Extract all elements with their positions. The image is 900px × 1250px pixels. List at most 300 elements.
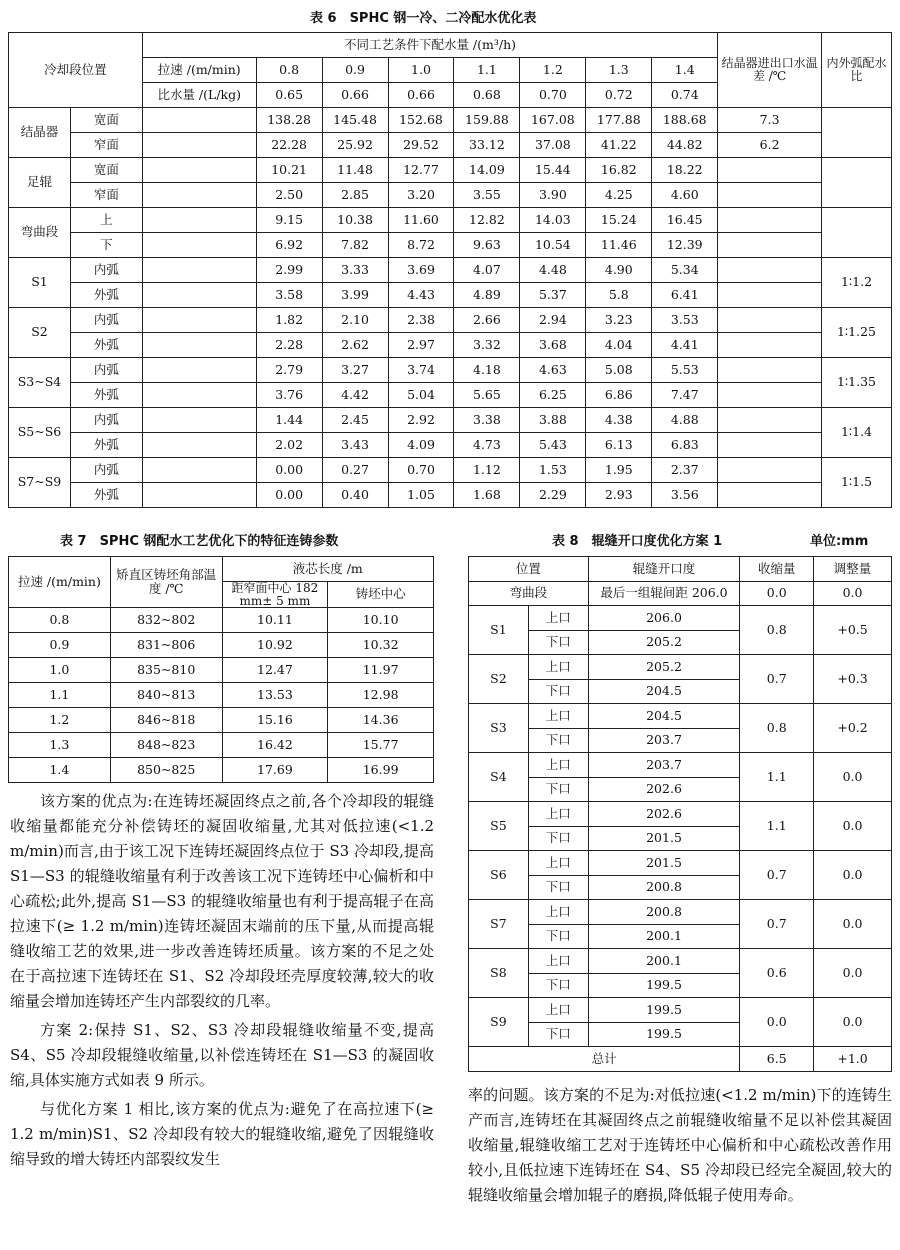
table-cell: 832~802	[110, 608, 222, 633]
table-cell	[142, 258, 256, 283]
table-cell: 12.77	[388, 158, 454, 183]
table-row	[9, 633, 434, 658]
row-subheader: 上口	[528, 998, 588, 1023]
row-subheader: 上口	[528, 753, 588, 778]
table-cell: 3.58	[256, 283, 322, 308]
table-cell: 159.88	[454, 108, 520, 133]
table-cell: 177.88	[586, 108, 652, 133]
table-cell: 2.94	[520, 308, 586, 333]
table-row	[9, 608, 434, 633]
table-cell: 2.79	[256, 358, 322, 383]
table-cell: 14.09	[454, 158, 520, 183]
table-cell: 3.53	[652, 308, 718, 333]
table-cell: 0.6	[740, 949, 814, 998]
table-cell: 848~823	[110, 733, 222, 758]
table-cell: 5.37	[520, 283, 586, 308]
table-row	[469, 655, 892, 680]
table-row	[9, 383, 892, 408]
row-subheader: 下口	[528, 924, 588, 949]
table-cell: 11.46	[586, 233, 652, 258]
table-cell: 17.69	[222, 758, 328, 783]
table-cell: 202.6	[588, 777, 740, 802]
table-cell: 10.10	[328, 608, 434, 633]
table-cell: 5.04	[388, 383, 454, 408]
row-subheader: 内弧	[70, 308, 142, 333]
row-header: 拉速 /(m/min)	[142, 58, 256, 83]
table-cell	[142, 183, 256, 208]
table-cell: 0.00	[256, 458, 322, 483]
table-cell	[142, 308, 256, 333]
table-cell: 1.05	[388, 483, 454, 508]
paragraph: 该方案的优点为:在连铸坯凝固终点之前,各个冷却段的辊缝收缩量都能充分补偿铸坯的凝固收缩量,尤其对低拉速(<1.2 m/min)而言,由于该工况下连铸坯凝固终点位于 S3 冷却段,提高 S1—S3 的辊缝收缩量有利于改善该工况下连铸坯中心偏析和中心疏松;此外,提高 S1—S3 的辊缝收缩量也有利于提高辊子在高拉速下(≥ 1.2 m/min)连铸坯凝固末端前的压下量,从而提高辊缝收缩工艺的效果,进一步改善连铸坯质量。该方案的不足之处在于高拉速下连铸坯在 S1、S2 冷却段坯壳厚度较薄,较大的收缩量会增加连铸坯产生内部裂纹的几率。	[10, 792, 434, 1010]
table-cell	[718, 158, 822, 183]
row-subheader: 下口	[528, 826, 588, 851]
table-cell: 5.53	[652, 358, 718, 383]
table-cell	[718, 283, 822, 308]
table-cell: 11.60	[388, 208, 454, 233]
table-cell: 5.8	[586, 283, 652, 308]
row-subheader: 下口	[528, 973, 588, 998]
table-cell	[718, 308, 822, 333]
table-cell	[718, 183, 822, 208]
table-cell: 0.0	[814, 753, 892, 802]
table-cell: 16.99	[328, 758, 434, 783]
row-header: S3	[469, 704, 529, 753]
row-subheader: 上	[70, 208, 142, 233]
table-row	[9, 483, 892, 508]
row-subheader: 上口	[528, 949, 588, 974]
row-subheader: 下口	[528, 679, 588, 704]
table-cell	[142, 283, 256, 308]
row-subheader: 外弧	[70, 433, 142, 458]
table-cell: 0.74	[652, 83, 718, 108]
table-cell: 4.90	[586, 258, 652, 283]
table-cell: 200.8	[588, 875, 740, 900]
table-cell: 4.43	[388, 283, 454, 308]
table-cell: 12.39	[652, 233, 718, 258]
table-cell: 199.5	[588, 998, 740, 1023]
table-cell: 8.72	[388, 233, 454, 258]
table-cell: 199.5	[588, 1022, 740, 1047]
table-cell: 2.28	[256, 333, 322, 358]
table-cell: 3.38	[454, 408, 520, 433]
table-cell: 4.60	[652, 183, 718, 208]
table-cell: 0.9	[322, 58, 388, 83]
table6	[8, 32, 892, 508]
row-subheader: 外弧	[70, 333, 142, 358]
table-row	[469, 998, 892, 1023]
table-cell: 1.4	[652, 58, 718, 83]
table-cell: 203.7	[588, 753, 740, 778]
row-header: S7~S9	[9, 458, 71, 508]
table-cell: 201.5	[588, 851, 740, 876]
table-cell: 5.65	[454, 383, 520, 408]
table-cell: 4.25	[586, 183, 652, 208]
table8-body	[469, 557, 892, 1072]
table-cell: 12.82	[454, 208, 520, 233]
table-row	[469, 949, 892, 974]
table-cell: 7.47	[652, 383, 718, 408]
table-cell: 14.03	[520, 208, 586, 233]
row-header: S3~S4	[9, 358, 71, 408]
table-row	[9, 758, 434, 783]
table-cell: 1.53	[520, 458, 586, 483]
table-cell: 204.5	[588, 704, 740, 729]
table-cell: 0.0	[740, 581, 814, 606]
row-header: S4	[469, 753, 529, 802]
table-cell	[142, 433, 256, 458]
table-cell: 5.34	[652, 258, 718, 283]
table-row	[9, 283, 892, 308]
table-cell: 2.10	[322, 308, 388, 333]
table-cell: 12.47	[222, 658, 328, 683]
table6-body	[9, 33, 892, 508]
table-cell: 202.6	[588, 802, 740, 827]
table-cell: 0.8	[256, 58, 322, 83]
table-cell: 0.0	[740, 998, 814, 1047]
column-header: 不同工艺条件下配水量 /(m³/h)	[142, 33, 717, 58]
row-header: S6	[469, 851, 529, 900]
table-cell: 4.89	[454, 283, 520, 308]
row-subheader: 上口	[528, 704, 588, 729]
table-cell: 3.27	[322, 358, 388, 383]
table-cell: 846~818	[110, 708, 222, 733]
table-cell: 3.32	[454, 333, 520, 358]
table-row	[9, 233, 892, 258]
table-cell: 15.77	[328, 733, 434, 758]
table-row	[469, 704, 892, 729]
table6-caption: 表 6 SPHC 钢一冷、二冷配水优化表	[310, 11, 537, 26]
table-cell: 2.66	[454, 308, 520, 333]
table-row	[9, 258, 892, 283]
table-cell: 4.38	[586, 408, 652, 433]
table-cell	[142, 483, 256, 508]
table-row	[469, 581, 892, 606]
table-row	[9, 108, 892, 133]
table-cell: 2.92	[388, 408, 454, 433]
total-label: 总计	[469, 1047, 740, 1072]
table-cell: 6.86	[586, 383, 652, 408]
table-cell: 10.32	[328, 633, 434, 658]
table-cell: 3.69	[388, 258, 454, 283]
table-row	[469, 1047, 892, 1072]
table-cell: 2.93	[586, 483, 652, 508]
table-cell	[718, 458, 822, 483]
table-cell: 201.5	[588, 826, 740, 851]
row-header: S1	[469, 606, 529, 655]
table-cell: 0.9	[9, 633, 111, 658]
column-header: 距窄面中心 182 mm± 5 mm	[222, 582, 328, 608]
table-cell: 1.68	[454, 483, 520, 508]
table-cell: 44.82	[652, 133, 718, 158]
table-cell: 206.0	[588, 606, 740, 631]
table-cell: 1.1	[740, 802, 814, 851]
table-cell: 6.92	[256, 233, 322, 258]
row-subheader: 宽面	[70, 158, 142, 183]
row-subheader: 下口	[528, 1022, 588, 1047]
column-header: 拉速 /(m/min)	[9, 557, 111, 608]
table-cell: 0.0	[814, 998, 892, 1047]
table-row	[9, 683, 434, 708]
table-cell: 1.3	[9, 733, 111, 758]
table-cell: 0.8	[9, 608, 111, 633]
table-row	[9, 308, 892, 333]
row-subheader: 外弧	[70, 383, 142, 408]
row-subheader: 下口	[528, 777, 588, 802]
table-cell: 1.82	[256, 308, 322, 333]
table8	[468, 556, 892, 1072]
table-cell: 7.82	[322, 233, 388, 258]
table7	[8, 556, 434, 783]
table-cell: 22.28	[256, 133, 322, 158]
table-cell: 205.2	[588, 655, 740, 680]
table-cell: 1.3	[586, 58, 652, 83]
table-cell	[718, 333, 822, 358]
table-cell: 204.5	[588, 679, 740, 704]
table-cell	[142, 233, 256, 258]
table-cell: 0.68	[454, 83, 520, 108]
row-header: S8	[469, 949, 529, 998]
table-cell: 15.44	[520, 158, 586, 183]
table-cell: 3.76	[256, 383, 322, 408]
table-cell: 6.5	[740, 1047, 814, 1072]
table-cell: 15.16	[222, 708, 328, 733]
table-cell: 145.48	[322, 108, 388, 133]
row-subheader: 窄面	[70, 133, 142, 158]
table-cell: 4.42	[322, 383, 388, 408]
table-cell: 10.38	[322, 208, 388, 233]
table-cell: 4.73	[454, 433, 520, 458]
table-cell: 0.0	[814, 802, 892, 851]
table-cell	[718, 233, 822, 258]
row-subheader: 外弧	[70, 283, 142, 308]
table-cell: 16.82	[586, 158, 652, 183]
table-cell	[142, 158, 256, 183]
table-cell: 0.7	[740, 655, 814, 704]
table-cell: 0.0	[814, 851, 892, 900]
table-cell: 2.62	[322, 333, 388, 358]
column-header: 收缩量	[740, 557, 814, 582]
table-cell: 4.09	[388, 433, 454, 458]
table-cell	[821, 158, 891, 208]
table-cell: +0.5	[814, 606, 892, 655]
table-cell: 0.70	[520, 83, 586, 108]
table-cell: 1.1	[454, 58, 520, 83]
row-header: 比水量 /(L/kg)	[142, 83, 256, 108]
column-header: 冷却段位置	[9, 33, 143, 108]
row-subheader: 下口	[528, 875, 588, 900]
table-cell: 6.25	[520, 383, 586, 408]
table-cell: 200.1	[588, 949, 740, 974]
table-row	[9, 433, 892, 458]
table-cell	[142, 408, 256, 433]
table-cell: 1∶1.2	[821, 258, 891, 308]
table-cell: +1.0	[814, 1047, 892, 1072]
row-header: S7	[469, 900, 529, 949]
table-row	[9, 33, 892, 58]
table-row	[469, 753, 892, 778]
table-cell: 3.99	[322, 283, 388, 308]
row-subheader: 下口	[528, 728, 588, 753]
table-cell: 0.7	[740, 900, 814, 949]
table-cell: 4.41	[652, 333, 718, 358]
table-cell: 41.22	[586, 133, 652, 158]
table-cell: 199.5	[588, 973, 740, 998]
table-cell: 4.63	[520, 358, 586, 383]
table-cell: 3.56	[652, 483, 718, 508]
table-cell	[718, 433, 822, 458]
right-column-text	[468, 1083, 892, 1208]
table-cell: 1∶1.5	[821, 458, 891, 508]
table-cell	[718, 483, 822, 508]
table-cell: 1∶1.25	[821, 308, 891, 358]
table-cell: 138.28	[256, 108, 322, 133]
row-subheader: 内弧	[70, 458, 142, 483]
table-cell: 7.3	[718, 108, 822, 133]
table-row	[469, 851, 892, 876]
table-row	[9, 208, 892, 233]
table-cell: 200.1	[588, 924, 740, 949]
table-cell: 1.4	[9, 758, 111, 783]
table-cell	[821, 108, 891, 158]
table-cell: 9.63	[454, 233, 520, 258]
table-cell: 205.2	[588, 630, 740, 655]
table-cell: 3.23	[586, 308, 652, 333]
column-header: 内外弧配水比	[821, 33, 891, 108]
table-cell	[718, 383, 822, 408]
table-cell	[718, 258, 822, 283]
table-cell: 3.68	[520, 333, 586, 358]
table-cell: 1.1	[9, 683, 111, 708]
table-cell: 10.21	[256, 158, 322, 183]
table-row	[9, 408, 892, 433]
table-row	[9, 733, 434, 758]
table-cell	[142, 383, 256, 408]
table-cell	[821, 208, 891, 258]
row-subheader: 上口	[528, 606, 588, 631]
row-header: 弯曲段	[469, 581, 589, 606]
table-cell: 167.08	[520, 108, 586, 133]
table-cell: 1.2	[9, 708, 111, 733]
column-header: 铸坯中心	[328, 582, 434, 608]
table-cell: 0.7	[740, 851, 814, 900]
table-cell: 3.88	[520, 408, 586, 433]
table-cell: 831~806	[110, 633, 222, 658]
table-row	[9, 158, 892, 183]
table-cell: 152.68	[388, 108, 454, 133]
table-row	[469, 802, 892, 827]
table-cell: 29.52	[388, 133, 454, 158]
table-row	[9, 358, 892, 383]
table-cell: 1.0	[9, 658, 111, 683]
table-cell: 2.85	[322, 183, 388, 208]
paragraph: 方案 2:保持 S1、S2、S3 冷却段辊缝收缩量不变,提高 S4、S5 冷却段辊缝收缩量,以补偿连铸坯在 S1—S3 的凝固收缩,具体实施方式如表 9 所示。	[10, 1021, 434, 1089]
table-cell: 2.37	[652, 458, 718, 483]
table-cell: 11.97	[328, 658, 434, 683]
row-subheader: 上口	[528, 655, 588, 680]
table-cell: 2.02	[256, 433, 322, 458]
table-cell: 3.43	[322, 433, 388, 458]
table-cell: 203.7	[588, 728, 740, 753]
row-header: S2	[9, 308, 71, 358]
table-cell: 1.12	[454, 458, 520, 483]
table-cell: 4.88	[652, 408, 718, 433]
table7-body	[9, 557, 434, 783]
table-cell: +0.2	[814, 704, 892, 753]
table-cell: 0.8	[740, 606, 814, 655]
table-cell: 6.2	[718, 133, 822, 158]
paragraph: 率的问题。该方案的不足为:对低拉速(<1.2 m/min)下的连铸生产而言,连铸坯在其凝固终点之前辊缝收缩量不足以补偿其凝固收缩量,辊缝收缩工艺对于连铸坯中心偏析和中心疏松改善作用较小,且低拉速下连铸坯在 S4、S5 冷却段已经完全凝固,较大的辊缝收缩量会增加辊子的磨损,降低辊子使用寿命。	[468, 1086, 892, 1204]
table-cell	[142, 458, 256, 483]
table-cell	[142, 133, 256, 158]
table-cell: 2.29	[520, 483, 586, 508]
row-subheader: 上口	[528, 900, 588, 925]
row-subheader: 上口	[528, 802, 588, 827]
table-cell: 2.45	[322, 408, 388, 433]
column-header: 调整量	[814, 557, 892, 582]
table-row	[469, 557, 892, 582]
row-header: S5	[469, 802, 529, 851]
table-cell	[718, 358, 822, 383]
table-cell: 3.55	[454, 183, 520, 208]
table-cell	[142, 108, 256, 133]
column-header: 液芯长度 /m	[222, 557, 433, 582]
table-cell: 0.0	[814, 581, 892, 606]
table-cell: 1∶1.35	[821, 358, 891, 408]
row-header: 足辊	[9, 158, 71, 208]
table8-caption: 表 8 辊缝开口度优化方案 1	[552, 534, 723, 549]
table-cell: 最后一组辊间距 206.0	[588, 581, 740, 606]
table-cell: 1.1	[740, 753, 814, 802]
table-cell: 2.97	[388, 333, 454, 358]
row-subheader: 宽面	[70, 108, 142, 133]
row-subheader: 下口	[528, 630, 588, 655]
table-cell	[142, 208, 256, 233]
table-row	[9, 133, 892, 158]
table-cell: 3.33	[322, 258, 388, 283]
table-cell: 0.72	[586, 83, 652, 108]
row-header: S5~S6	[9, 408, 71, 458]
table-cell: 1.0	[388, 58, 454, 83]
row-subheader: 窄面	[70, 183, 142, 208]
column-header: 位置	[469, 557, 589, 582]
table-cell: 9.15	[256, 208, 322, 233]
table-cell: 4.07	[454, 258, 520, 283]
table-cell: 5.08	[586, 358, 652, 383]
table-cell: 840~813	[110, 683, 222, 708]
table-cell: 16.45	[652, 208, 718, 233]
row-subheader: 上口	[528, 851, 588, 876]
table-cell: 0.00	[256, 483, 322, 508]
column-header: 辊缝开口度	[588, 557, 740, 582]
row-subheader: 下	[70, 233, 142, 258]
table-cell: 18.22	[652, 158, 718, 183]
table-cell: 10.54	[520, 233, 586, 258]
table-cell: 0.65	[256, 83, 322, 108]
table-cell: 25.92	[322, 133, 388, 158]
table-cell: 0.66	[388, 83, 454, 108]
table-cell: 4.18	[454, 358, 520, 383]
table8-unit: 单位:mm	[810, 534, 869, 549]
table-row	[469, 606, 892, 631]
table-cell: 1.2	[520, 58, 586, 83]
table-row	[9, 333, 892, 358]
paragraph: 与优化方案 1 相比,该方案的优点为:避免了在高拉速下(≥ 1.2 m/min)S1、S2 冷却段有较大的辊缝收缩,避免了因辊缝收缩导致的增大铸坯内部裂纹发生	[10, 1100, 434, 1168]
table-row	[9, 708, 434, 733]
table-cell: 2.50	[256, 183, 322, 208]
table-cell: 1.44	[256, 408, 322, 433]
row-subheader: 内弧	[70, 408, 142, 433]
